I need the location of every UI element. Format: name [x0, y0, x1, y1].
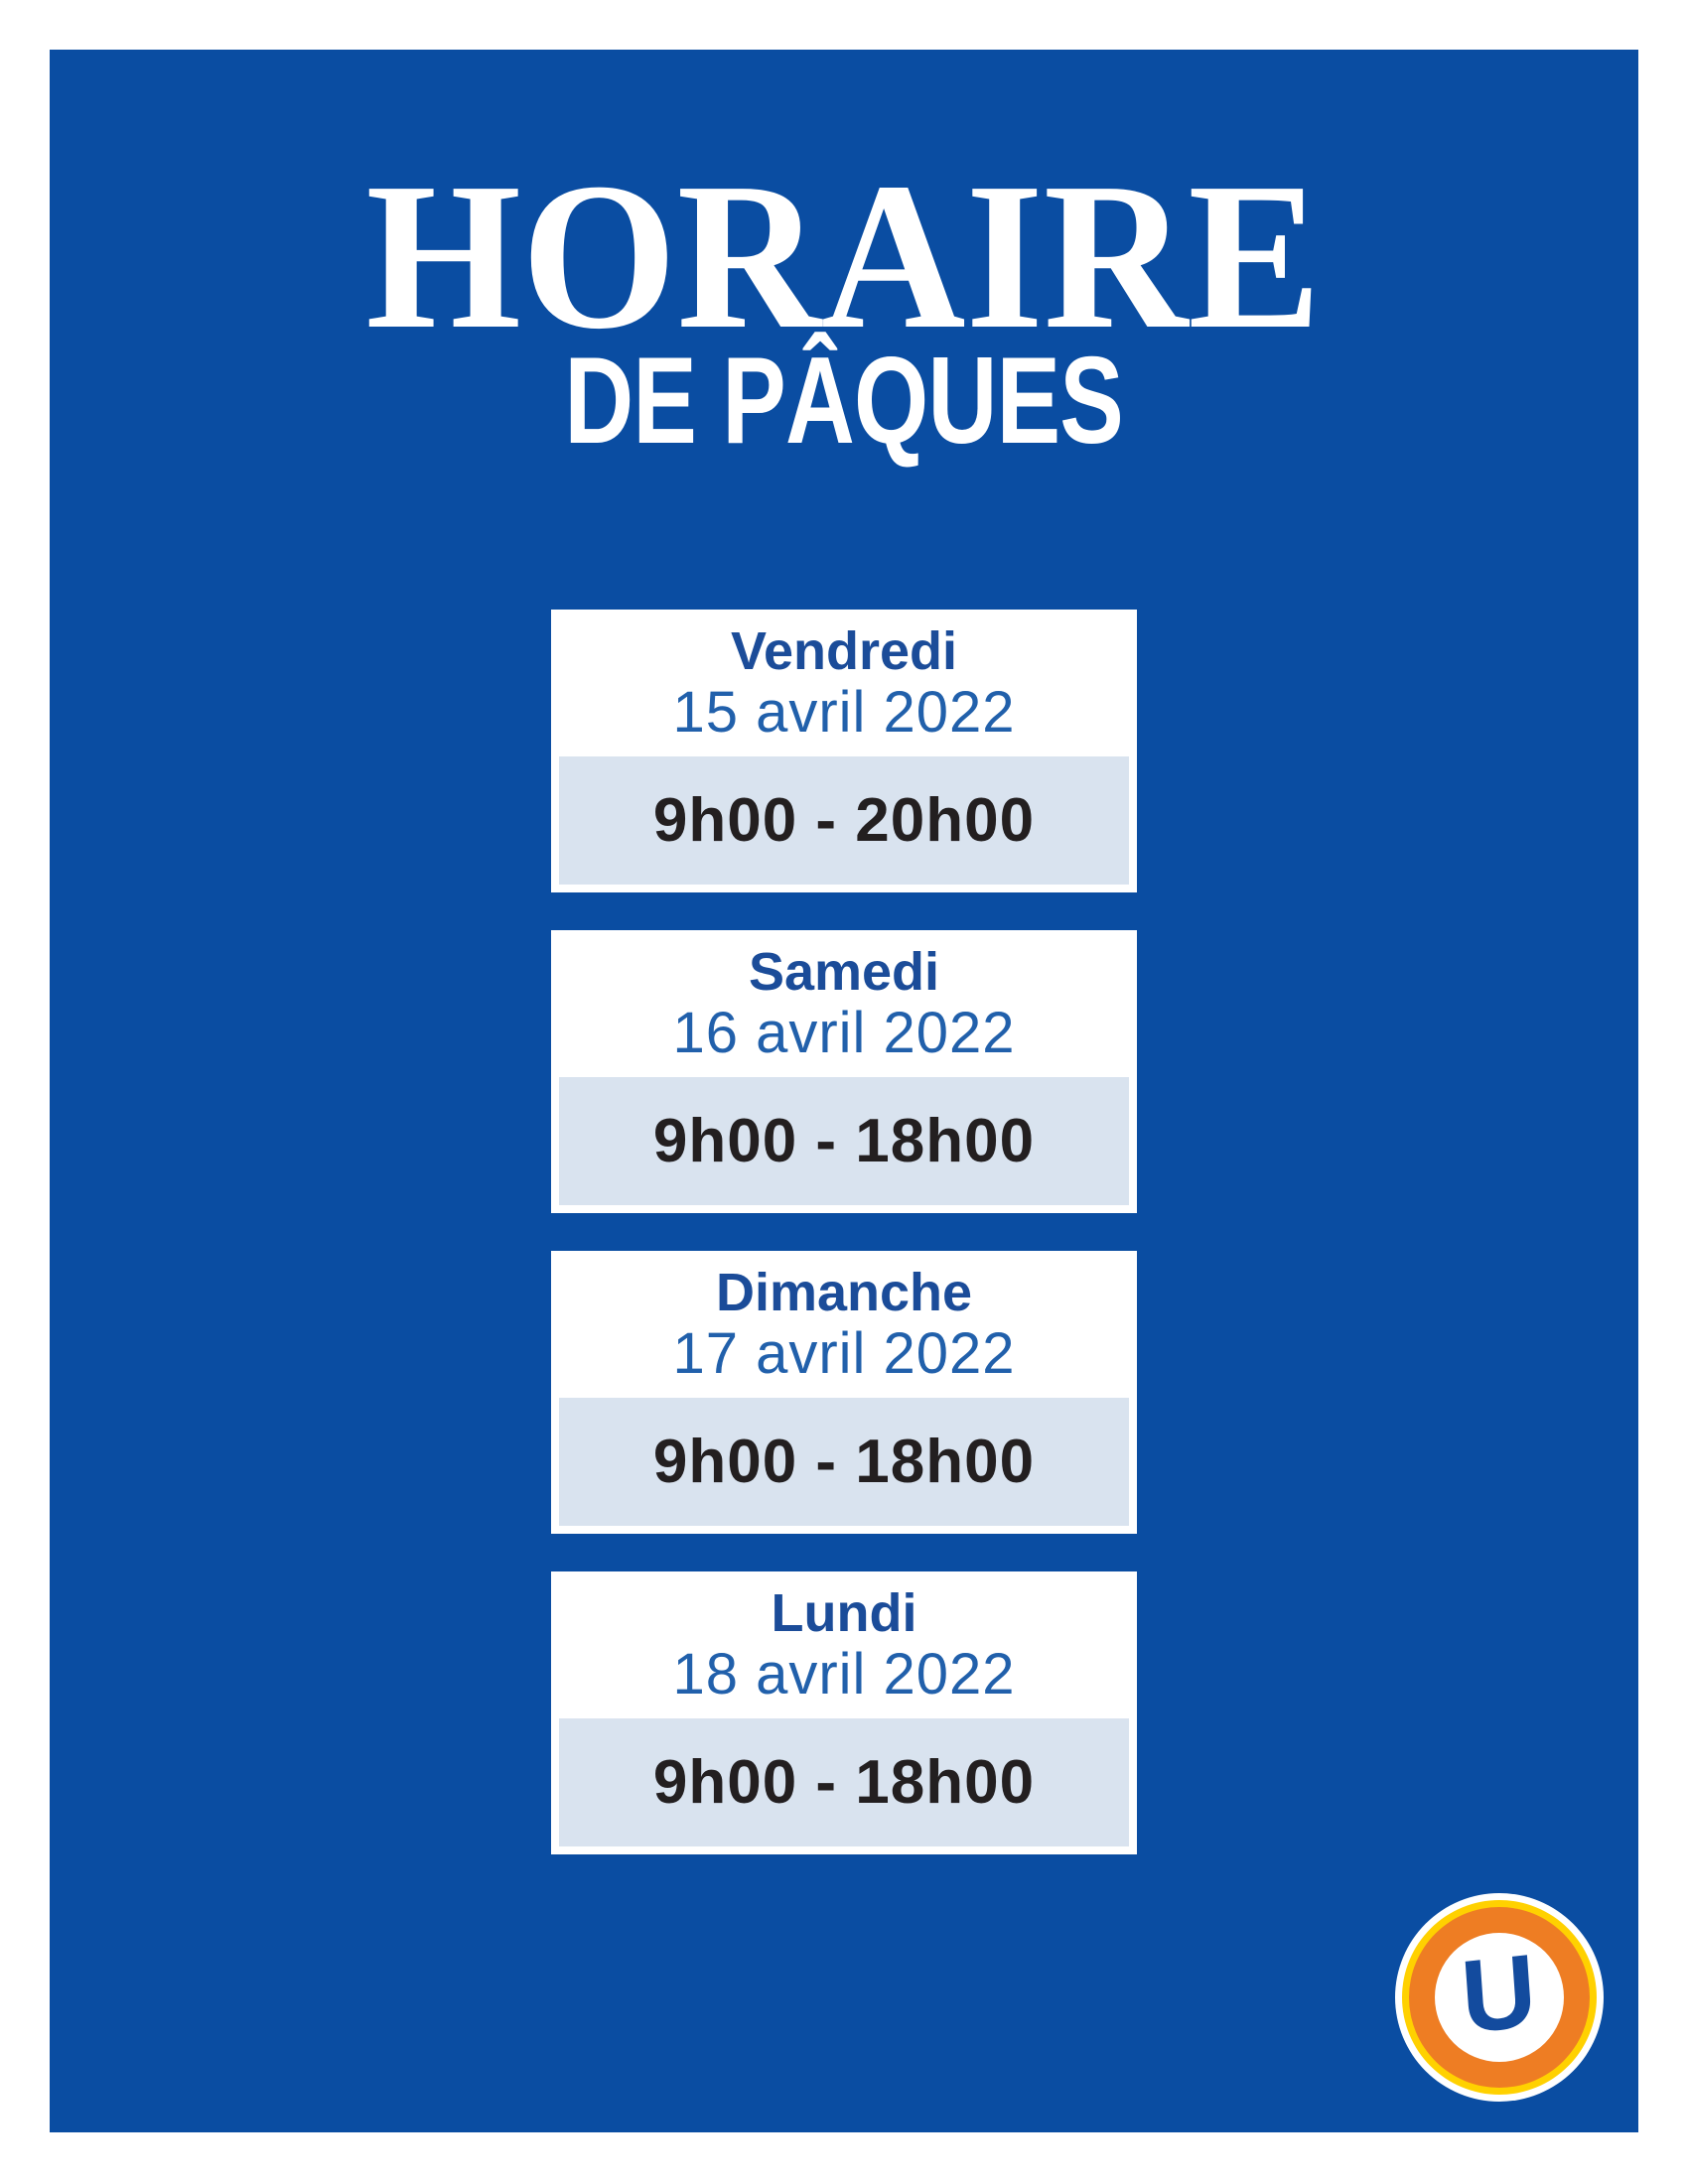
- card-header: [551, 1571, 1137, 1718]
- card-hours-box: [559, 1398, 1129, 1526]
- day-date: 16 avril 2022: [672, 1001, 1016, 1065]
- schedule-list: [551, 610, 1137, 1854]
- poster-panel: [50, 50, 1638, 2132]
- card-header: [551, 930, 1137, 1077]
- day-name: Lundi: [771, 1583, 917, 1643]
- day-hours: 9h00 - 18h00: [652, 1748, 1036, 1817]
- u-logo-letter: U: [1458, 1933, 1541, 2056]
- schedule-card-lundi: [551, 1571, 1137, 1854]
- u-logo-orange-ring: [1409, 1907, 1590, 2088]
- day-date: 17 avril 2022: [672, 1321, 1016, 1386]
- u-brand-logo: [1395, 1893, 1604, 2102]
- day-hours: 9h00 - 18h00: [652, 1107, 1036, 1175]
- day-date: 18 avril 2022: [672, 1642, 1016, 1706]
- day-name: Dimanche: [715, 1263, 973, 1322]
- schedule-card-samedi: [551, 930, 1137, 1213]
- card-hours-box: [559, 1077, 1129, 1205]
- poster-title: HORAIRE: [365, 139, 1323, 372]
- day-date: 15 avril 2022: [672, 680, 1016, 745]
- day-hours: 9h00 - 20h00: [652, 786, 1036, 855]
- u-logo-yellow-ring: [1402, 1900, 1597, 2095]
- card-header: [551, 1251, 1137, 1398]
- day-name: Vendredi: [730, 621, 958, 681]
- schedule-card-dimanche: [551, 1251, 1137, 1534]
- card-hours-box: [559, 756, 1129, 885]
- card-header: [551, 610, 1137, 756]
- card-hours-box: [559, 1718, 1129, 1846]
- day-name: Samedi: [748, 942, 940, 1002]
- u-logo-center: [1435, 1933, 1564, 2062]
- schedule-card-vendredi: [551, 610, 1137, 892]
- day-hours: 9h00 - 18h00: [652, 1428, 1036, 1496]
- poster-subtitle: DE PÂQUES: [564, 333, 1124, 470]
